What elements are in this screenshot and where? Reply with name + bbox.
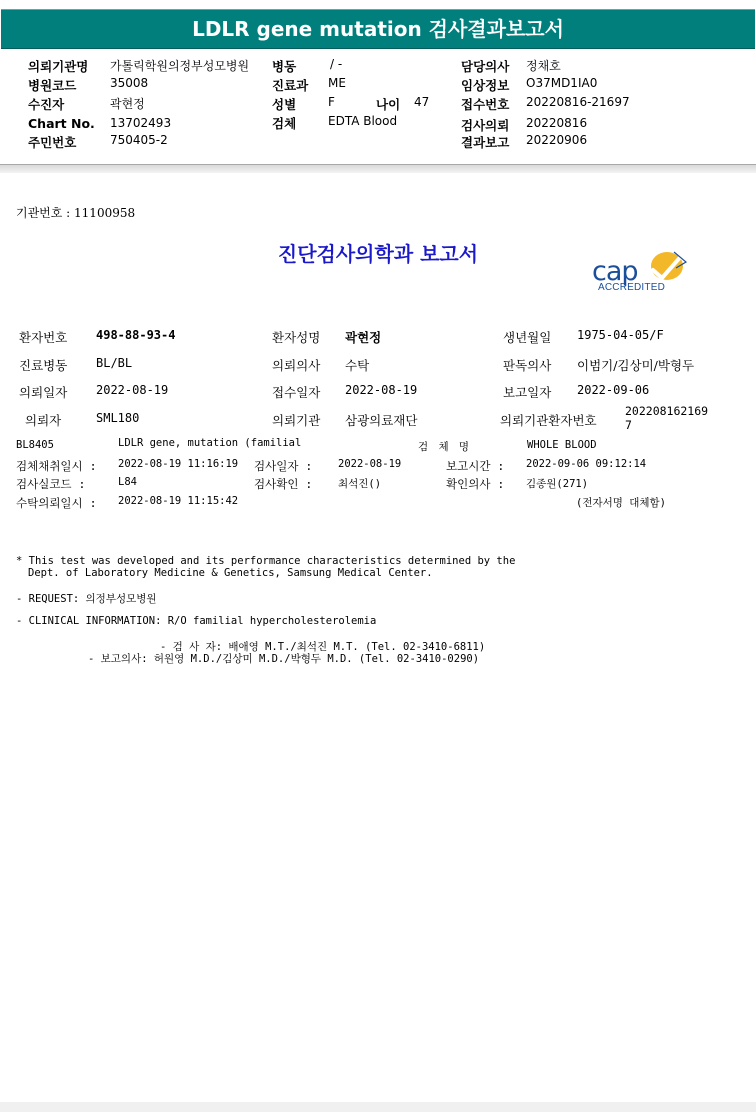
detail-label: 보고시간 : [446,459,505,473]
grid-label: 의뢰일자 [19,385,68,400]
header-label: 검사의뢰 [461,118,510,133]
header-label: 진료과 [272,78,309,93]
detail-value: 2022-08-19 [338,458,402,470]
header-value: 20220906 [526,133,588,147]
header-label: 병동 [272,59,297,74]
grid-label: 진료병동 [19,358,68,373]
header-value: 20220816-21697 [526,95,630,109]
test-code: BL8405 [16,439,54,451]
header-label: 접수번호 [461,97,510,112]
header-value: 35008 [110,76,149,90]
grid-label: 보고일자 [503,385,552,400]
request-line: - REQUEST: 의정부성모병원 [16,593,157,605]
specimen-label: 검 체 명 [418,441,472,453]
bottom-strip [0,1102,756,1112]
header-value: 20220816 [526,116,588,130]
cap-logo-text: cap [592,256,638,287]
grid-value: 2022-09-06 [577,383,650,397]
test-name: LDLR gene, mutation (familial [118,437,302,449]
e-signature-note: (전자서명 대체함) [576,497,666,509]
patient-name: 곽현정 [345,330,382,345]
grid-value: 수탁 [345,358,370,373]
cap-logo-subtext: ACCREDITED [598,282,666,293]
header-value: O37MD1IA0 [526,76,598,90]
grid-label: 환자번호 [19,330,68,345]
grid-label: 의뢰기관환자번호 [500,413,597,428]
grid-value: 삼광의료재단 [345,413,418,428]
header-value: F [328,95,335,109]
grid-label: 의뢰자 [25,413,62,428]
grid-label: 의뢰의사 [272,358,321,373]
header-value: 정채호 [526,59,561,73]
grid-value: 2022-08-19 [345,383,418,397]
grid-value: 202208162169 [625,404,709,418]
clinical-info-line: - CLINICAL INFORMATION: R/O familial hypercholesterolemia [16,615,377,627]
grid-label: 의뢰기관 [272,413,321,428]
grid-value: BL/BL [96,356,133,370]
patient-number: 498-88-93-4 [96,328,176,342]
detail-value: 최석진() [338,478,382,490]
institution-number: 기관번호 : 11100958 [16,206,136,220]
header-label: 주민번호 [28,135,77,150]
detail-label: 수탁의뢰일시 : [16,496,97,510]
detail-value: 2022-09-06 09:12:14 [526,458,647,470]
detail-label: 확인의사 : [446,477,505,491]
header-label: 성별 [272,97,297,112]
header-value: 곽현정 [110,97,145,111]
detail-value: 김종원(271) [526,478,589,490]
header-label: 수진자 [28,97,65,112]
header-label: 임상정보 [461,78,510,93]
detail-value: 2022-08-19 11:15:42 [118,495,239,507]
detail-value: 2022-08-19 11:16:19 [118,458,239,470]
header-label: 검체 [272,116,297,131]
header-value: 13702493 [110,116,172,130]
grid-value: SML180 [96,411,140,425]
report-title-bar: LDLR gene mutation 검사결과보고서 [1,9,755,49]
header-value: / - [330,57,343,71]
header-value: 가톨릭학원의정부성모병원 [110,59,250,73]
header-value: 750405-2 [110,133,168,147]
detail-value: L84 [118,476,137,488]
grid-label: 판독의사 [503,358,552,373]
header-label: 결과보고 [461,135,510,150]
reporter-line: - 보고의사: 허원영 M.D./김상미 M.D./박형두 M.D. (Tel. 02-3410-0290) [88,653,480,665]
header-label: 담당의사 [461,59,510,74]
detail-label: 검사실코드 : [16,477,86,491]
note-line: * This test was developed and its performance characteristics determined by the [16,555,516,567]
detail-label: 검사일자 : [254,459,313,473]
grid-value: 이범기/김상미/박형두 [577,358,695,373]
grid-label: 생년월일 [503,330,552,345]
header-label: Chart No. [28,116,95,131]
grid-label: 접수일자 [272,385,321,400]
report-heading: 진단검사의학과 보고서 [277,242,479,266]
grid-label: 환자성명 [272,330,321,345]
header-divider [0,164,756,173]
header-label: 의뢰기관명 [28,59,89,74]
detail-label: 검사확인 : [254,477,313,491]
grid-value: 7 [625,418,632,432]
specimen-value: WHOLE BLOOD [527,439,597,451]
examiner-line: - 검 사 자: 배애영 M.T./최석진 M.T. (Tel. 02-3410-6811) [160,641,486,653]
grid-value: 1975-04-05/F [577,328,664,342]
header-value: ME [328,76,346,90]
header-value: EDTA Blood [328,114,398,128]
header-value: 47 [414,95,430,109]
header-label: 병원코드 [28,78,77,93]
header-label: 나이 [376,97,401,112]
grid-value: 2022-08-19 [96,383,169,397]
detail-label: 검체채취일시 : [16,459,97,473]
note-line: Dept. of Laboratory Medicine & Genetics, Samsung Medical Center. [28,567,433,579]
